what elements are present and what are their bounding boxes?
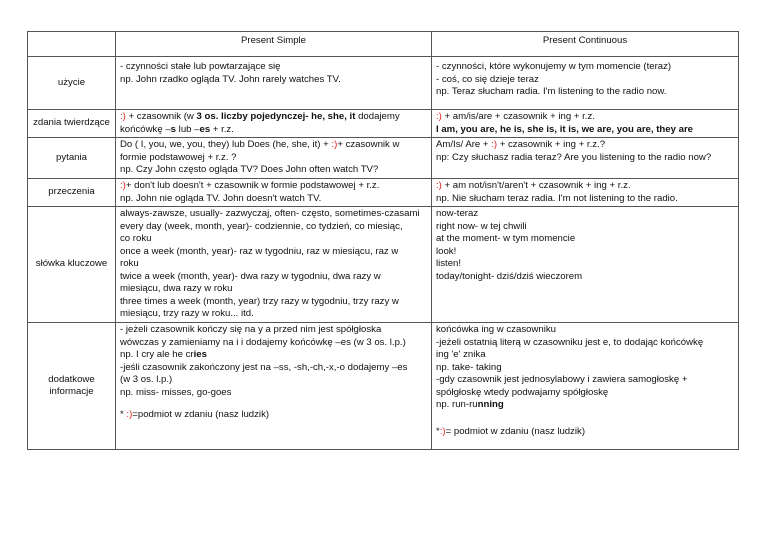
row-pytania — [28, 138, 739, 179]
header-present-continuous: Present Continuous — [432, 32, 739, 57]
subject-symbol: :) — [120, 111, 126, 122]
text-line: np. Nie słucham teraz radia. I'm not listening to the radio. — [436, 192, 678, 204]
cell-przeczenia-continuous — [432, 179, 739, 207]
subject-symbol: :) — [436, 180, 442, 191]
cell-uzycie-simple — [116, 57, 432, 110]
row-dodatkowe — [28, 323, 739, 450]
text-bold: s — [170, 123, 177, 135]
text-part: np. I cry ale he cr — [120, 349, 194, 360]
subject-symbol: :) — [439, 425, 446, 437]
text-line: - jeżeli czasownik kończy się na y a przed nim jest spółgłoska — [120, 324, 382, 335]
text-part: + am not/isn't/aren't + czasownik + ing + r.z. — [441, 180, 631, 191]
text-part: * — [120, 409, 127, 420]
text-line: now-teraz — [436, 208, 479, 219]
text-line: always-zawsze, usually- zazwyczaj, often- często, sometimes-czasami — [120, 208, 420, 219]
label-pytania: pytania — [28, 138, 116, 179]
text-line: look! — [436, 245, 457, 257]
text-part: = podmiot w zdaniu (nasz ludzik) — [445, 425, 586, 437]
row-przeczenia — [28, 179, 739, 207]
text-bold: ies — [193, 349, 207, 360]
text-line: (w 3 os. l.p.) — [120, 374, 173, 385]
header-row — [28, 32, 739, 57]
cell-twierdzace-continuous — [432, 110, 739, 138]
text-line: spółgłoskę wtedy podwajamy spółgłoskę — [436, 386, 609, 398]
text-line: np: Czy słuchasz radia teraz? Are you listening to the radio now? — [436, 151, 712, 163]
subject-symbol: :) — [331, 139, 338, 150]
row-twierdzace — [28, 110, 739, 138]
text-line: co roku — [120, 233, 152, 244]
text-part: lub – — [176, 123, 200, 135]
text-line: np. Teraz słucham radia. I'm listening to the radio now. — [436, 86, 667, 97]
text-line: three times a week (month, year) trzy razy w tygodniu, trzy razy w — [120, 295, 399, 307]
subject-symbol: :) — [436, 111, 442, 122]
text-part: + am/is/are + czasownik + ing + r.z. — [441, 111, 595, 122]
text-line: today/tonight- dziś/dziś wieczorem — [436, 270, 583, 282]
text-part: np. run-ru — [436, 399, 478, 410]
cell-dodatkowe-simple — [116, 323, 432, 450]
text-line: np. John nie ogląda TV. John doesn't watch TV. — [120, 192, 322, 204]
subject-symbol: :) — [491, 139, 498, 150]
header-empty — [28, 32, 116, 57]
text-part: końcówkę – — [120, 123, 171, 135]
cell-przeczenia-simple — [116, 179, 432, 207]
text-line: once a week (month, year)- raz w tygodniu, raz w miesiącu, raz w — [120, 245, 399, 257]
text-line: formie podstawowej + r.z. ? — [120, 151, 237, 163]
text-line: -jeżeli ostatnią literą w czasowniku jest e, to dodając końcówkę — [436, 336, 704, 348]
text-part: + czasownik w — [337, 139, 400, 150]
text-part: + czasownik (w — [125, 111, 197, 122]
label-przeczenia: przeczenia — [28, 179, 116, 207]
text-part: + czasownik + ing + r.z.? — [497, 139, 606, 150]
text-line: ing 'e' znika — [436, 349, 486, 360]
cell-pytania-simple — [116, 138, 432, 179]
text-line: roku — [120, 258, 139, 269]
text-line: right now- w tej chwili — [436, 220, 527, 232]
text-bold: 3 os. liczby pojedynczej- he, she, it — [196, 111, 356, 122]
text-line: listen! — [436, 258, 462, 269]
label-uzycie: użycie — [28, 57, 116, 110]
label-dodatkowe: dodatkowe informacje — [28, 323, 116, 450]
row-uzycie — [28, 57, 739, 110]
cell-uzycie-continuous — [432, 57, 739, 110]
text-line: np. Czy John często ogląda TV? Does John often watch TV? — [120, 164, 379, 175]
text-line: końcówka ing w czasowniku — [436, 324, 556, 335]
text-line: miesiącu, dwa razy w roku — [120, 283, 233, 294]
label-slowka: słówka kluczowe — [28, 207, 116, 323]
text-part: + r.z. — [210, 123, 234, 135]
text-line: miesiącu, trzy razy w roku... itd. — [120, 308, 254, 319]
text-part: Am/Is/ Are + — [436, 139, 492, 150]
text-bold: I am, you are, he is, she is, it is, we are, you are, they are — [436, 123, 694, 135]
text-bold: es — [199, 123, 211, 135]
text-line: - czynności, które wykonujemy w tym momencie (teraz) — [436, 61, 672, 72]
text-line: at the moment- w tym momencie — [436, 233, 576, 244]
subject-symbol: :) — [126, 409, 133, 420]
cell-slowka-simple — [116, 207, 432, 323]
label-twierdzace: zdania twierdzące — [28, 110, 116, 138]
text-line: -gdy czasownik jest jednosylabowy i zawiera samogłoskę + — [436, 374, 688, 385]
text-line: wówczas y zamieniamy na i i dodajemy końcówkę –es (w 3 os. l.p.) — [120, 336, 406, 348]
subject-symbol: :) — [120, 180, 126, 191]
cell-slowka-continuous — [432, 207, 739, 323]
cell-dodatkowe-continuous — [432, 323, 739, 450]
text-line: twice a week (month, year)- dwa razy w tygodniu, dwa razy w — [120, 270, 381, 282]
text-line: np. John rzadko ogląda TV. John rarely watches TV. — [120, 73, 341, 85]
text-line: np. take- taking — [436, 361, 502, 373]
text-part: * — [436, 425, 440, 437]
text-part: =podmiot w zdaniu (nasz ludzik) — [132, 409, 270, 420]
grammar-table — [27, 31, 739, 450]
row-slowka — [28, 207, 739, 323]
cell-pytania-continuous — [432, 138, 739, 179]
text-part: Do ( I, you, we, you, they) lub Does (he, she, it) + — [120, 139, 332, 150]
cell-twierdzace-simple — [116, 110, 432, 138]
text-part: + don't lub doesn't + czasownik w formie podstawowej + r.z. — [125, 180, 380, 191]
text-bold: nning — [477, 399, 504, 410]
text-line: - czynności stałe lub powtarzające się — [120, 61, 281, 72]
text-line: np. miss- misses, go-goes — [120, 386, 232, 398]
text-line: every day (week, month, year)- codziennie, co tydzień, co miesiąc, — [120, 220, 403, 232]
header-present-simple: Present Simple — [116, 32, 432, 57]
text-line: -jeśli czasownik zakończony jest na –ss, -sh,-ch,-x,-o dodajemy –es — [120, 361, 408, 373]
text-part: dodajemy — [355, 111, 400, 122]
text-line: - coś, co się dzieje teraz — [436, 73, 539, 85]
